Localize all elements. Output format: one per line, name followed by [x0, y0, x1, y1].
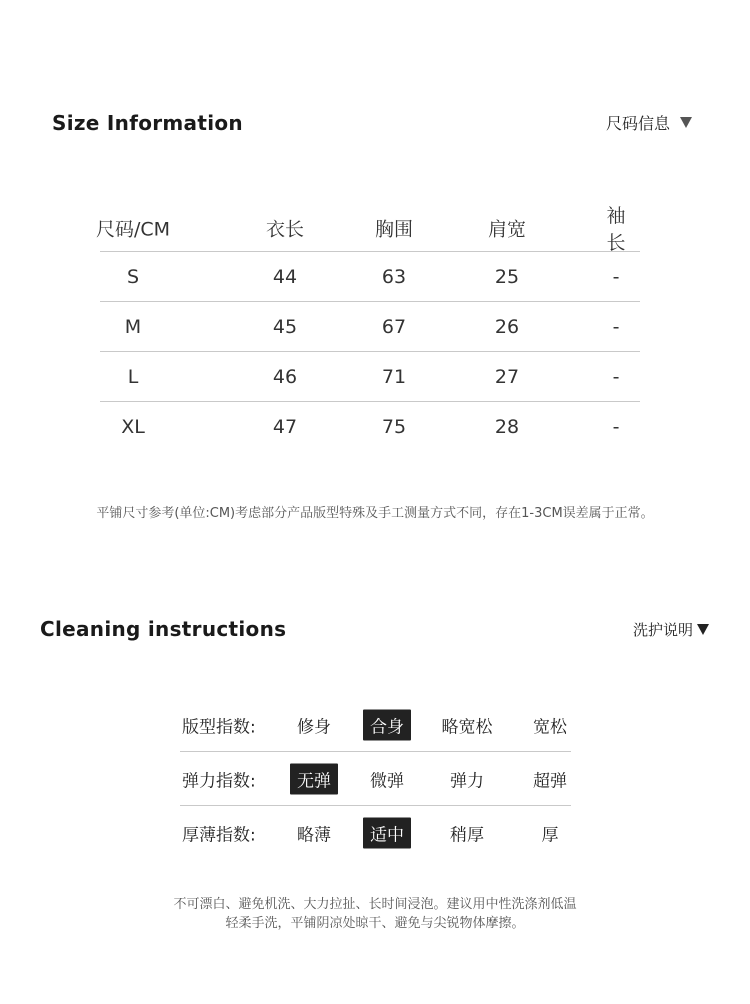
- fabric-index-option: 弹力: [450, 771, 484, 791]
- size-table-cell: 25: [494, 265, 520, 288]
- fabric-index-option: 微弹: [370, 771, 404, 791]
- size-table-cell: 46: [272, 365, 298, 388]
- size-table-cell: 71: [381, 365, 407, 388]
- size-table-cell: -: [612, 415, 620, 438]
- size-table-header-cell: 袖长: [606, 205, 626, 254]
- size-table-row: [100, 302, 640, 352]
- fabric-index-table: [180, 698, 571, 859]
- size-table-cell: 63: [381, 265, 407, 288]
- fabric-index-option: 厚: [541, 825, 559, 845]
- size-table: [95, 205, 640, 451]
- size-note: 平铺尺寸参考(单位:CM)考虑部分产品版型特殊及手工测量方式不同，存在1-3CM误差属于正常。: [96, 506, 654, 521]
- size-table-header-cell: 尺码/CM: [95, 218, 171, 241]
- size-table-row: [100, 352, 640, 402]
- size-table-cell: 75: [381, 415, 407, 438]
- size-table-cell: S: [126, 265, 140, 288]
- fabric-index-option: 稍厚: [450, 825, 484, 845]
- triangle-down-icon: [680, 117, 692, 128]
- fabric-index-row: [180, 806, 571, 859]
- size-table-cell: 44: [272, 265, 298, 288]
- cleaning-section-title: Cleaning instructions: [40, 617, 287, 641]
- care-note-line-2: 轻柔手洗，平铺阴凉处晾干、避免与尖锐物体摩擦。: [225, 916, 525, 931]
- size-table-cell: 26: [494, 315, 520, 338]
- size-table-cell: 28: [494, 415, 520, 438]
- size-table-header-cell: 衣长: [265, 218, 305, 241]
- cleaning-section-tag-label: 洗护说明: [633, 621, 694, 639]
- size-table-cell: 67: [381, 315, 407, 338]
- fabric-index-label: 厚薄指数:: [182, 825, 256, 845]
- fabric-index-option: 超弹: [533, 771, 567, 791]
- size-table-row: [100, 402, 640, 451]
- size-table-header-cell: 肩宽: [487, 218, 527, 241]
- fabric-index-row: [180, 698, 571, 752]
- fabric-index-option-selected: 无弹: [290, 763, 338, 794]
- size-table-row: [100, 252, 640, 302]
- size-table-cell: -: [612, 265, 620, 288]
- size-section-title: Size Information: [52, 111, 243, 135]
- size-table-header-cell: 胸围: [374, 218, 414, 241]
- size-table-cell: -: [612, 315, 620, 338]
- fabric-index-option-selected: 合身: [363, 709, 411, 740]
- fabric-index-label: 版型指数:: [182, 717, 256, 737]
- size-table-cell: M: [124, 315, 142, 338]
- fabric-index-label: 弹力指数:: [182, 771, 256, 791]
- size-table-cell: L: [127, 365, 139, 388]
- triangle-down-icon: [697, 624, 709, 635]
- size-table-header-row: [95, 205, 640, 254]
- size-section-tag[interactable]: [606, 111, 692, 134]
- size-table-cell: -: [612, 365, 620, 388]
- cleaning-section-tag[interactable]: [633, 619, 709, 640]
- care-note-line-1: 不可漂白、避免机洗、大力拉扯、长时间浸泡。建议用中性洗涤剂低温: [173, 897, 577, 912]
- size-table-cell: 47: [272, 415, 298, 438]
- fabric-index-option-selected: 适中: [363, 817, 411, 848]
- size-table-cell: 45: [272, 315, 298, 338]
- fabric-index-option: 宽松: [533, 717, 567, 737]
- size-section-tag-label: 尺码信息: [606, 114, 671, 133]
- fabric-index-option: 略宽松: [441, 717, 493, 737]
- fabric-index-option: 略薄: [297, 825, 331, 845]
- fabric-index-option: 修身: [297, 717, 331, 737]
- size-table-cell: 27: [494, 365, 520, 388]
- fabric-index-row: [180, 752, 571, 806]
- size-table-cell: XL: [121, 415, 145, 438]
